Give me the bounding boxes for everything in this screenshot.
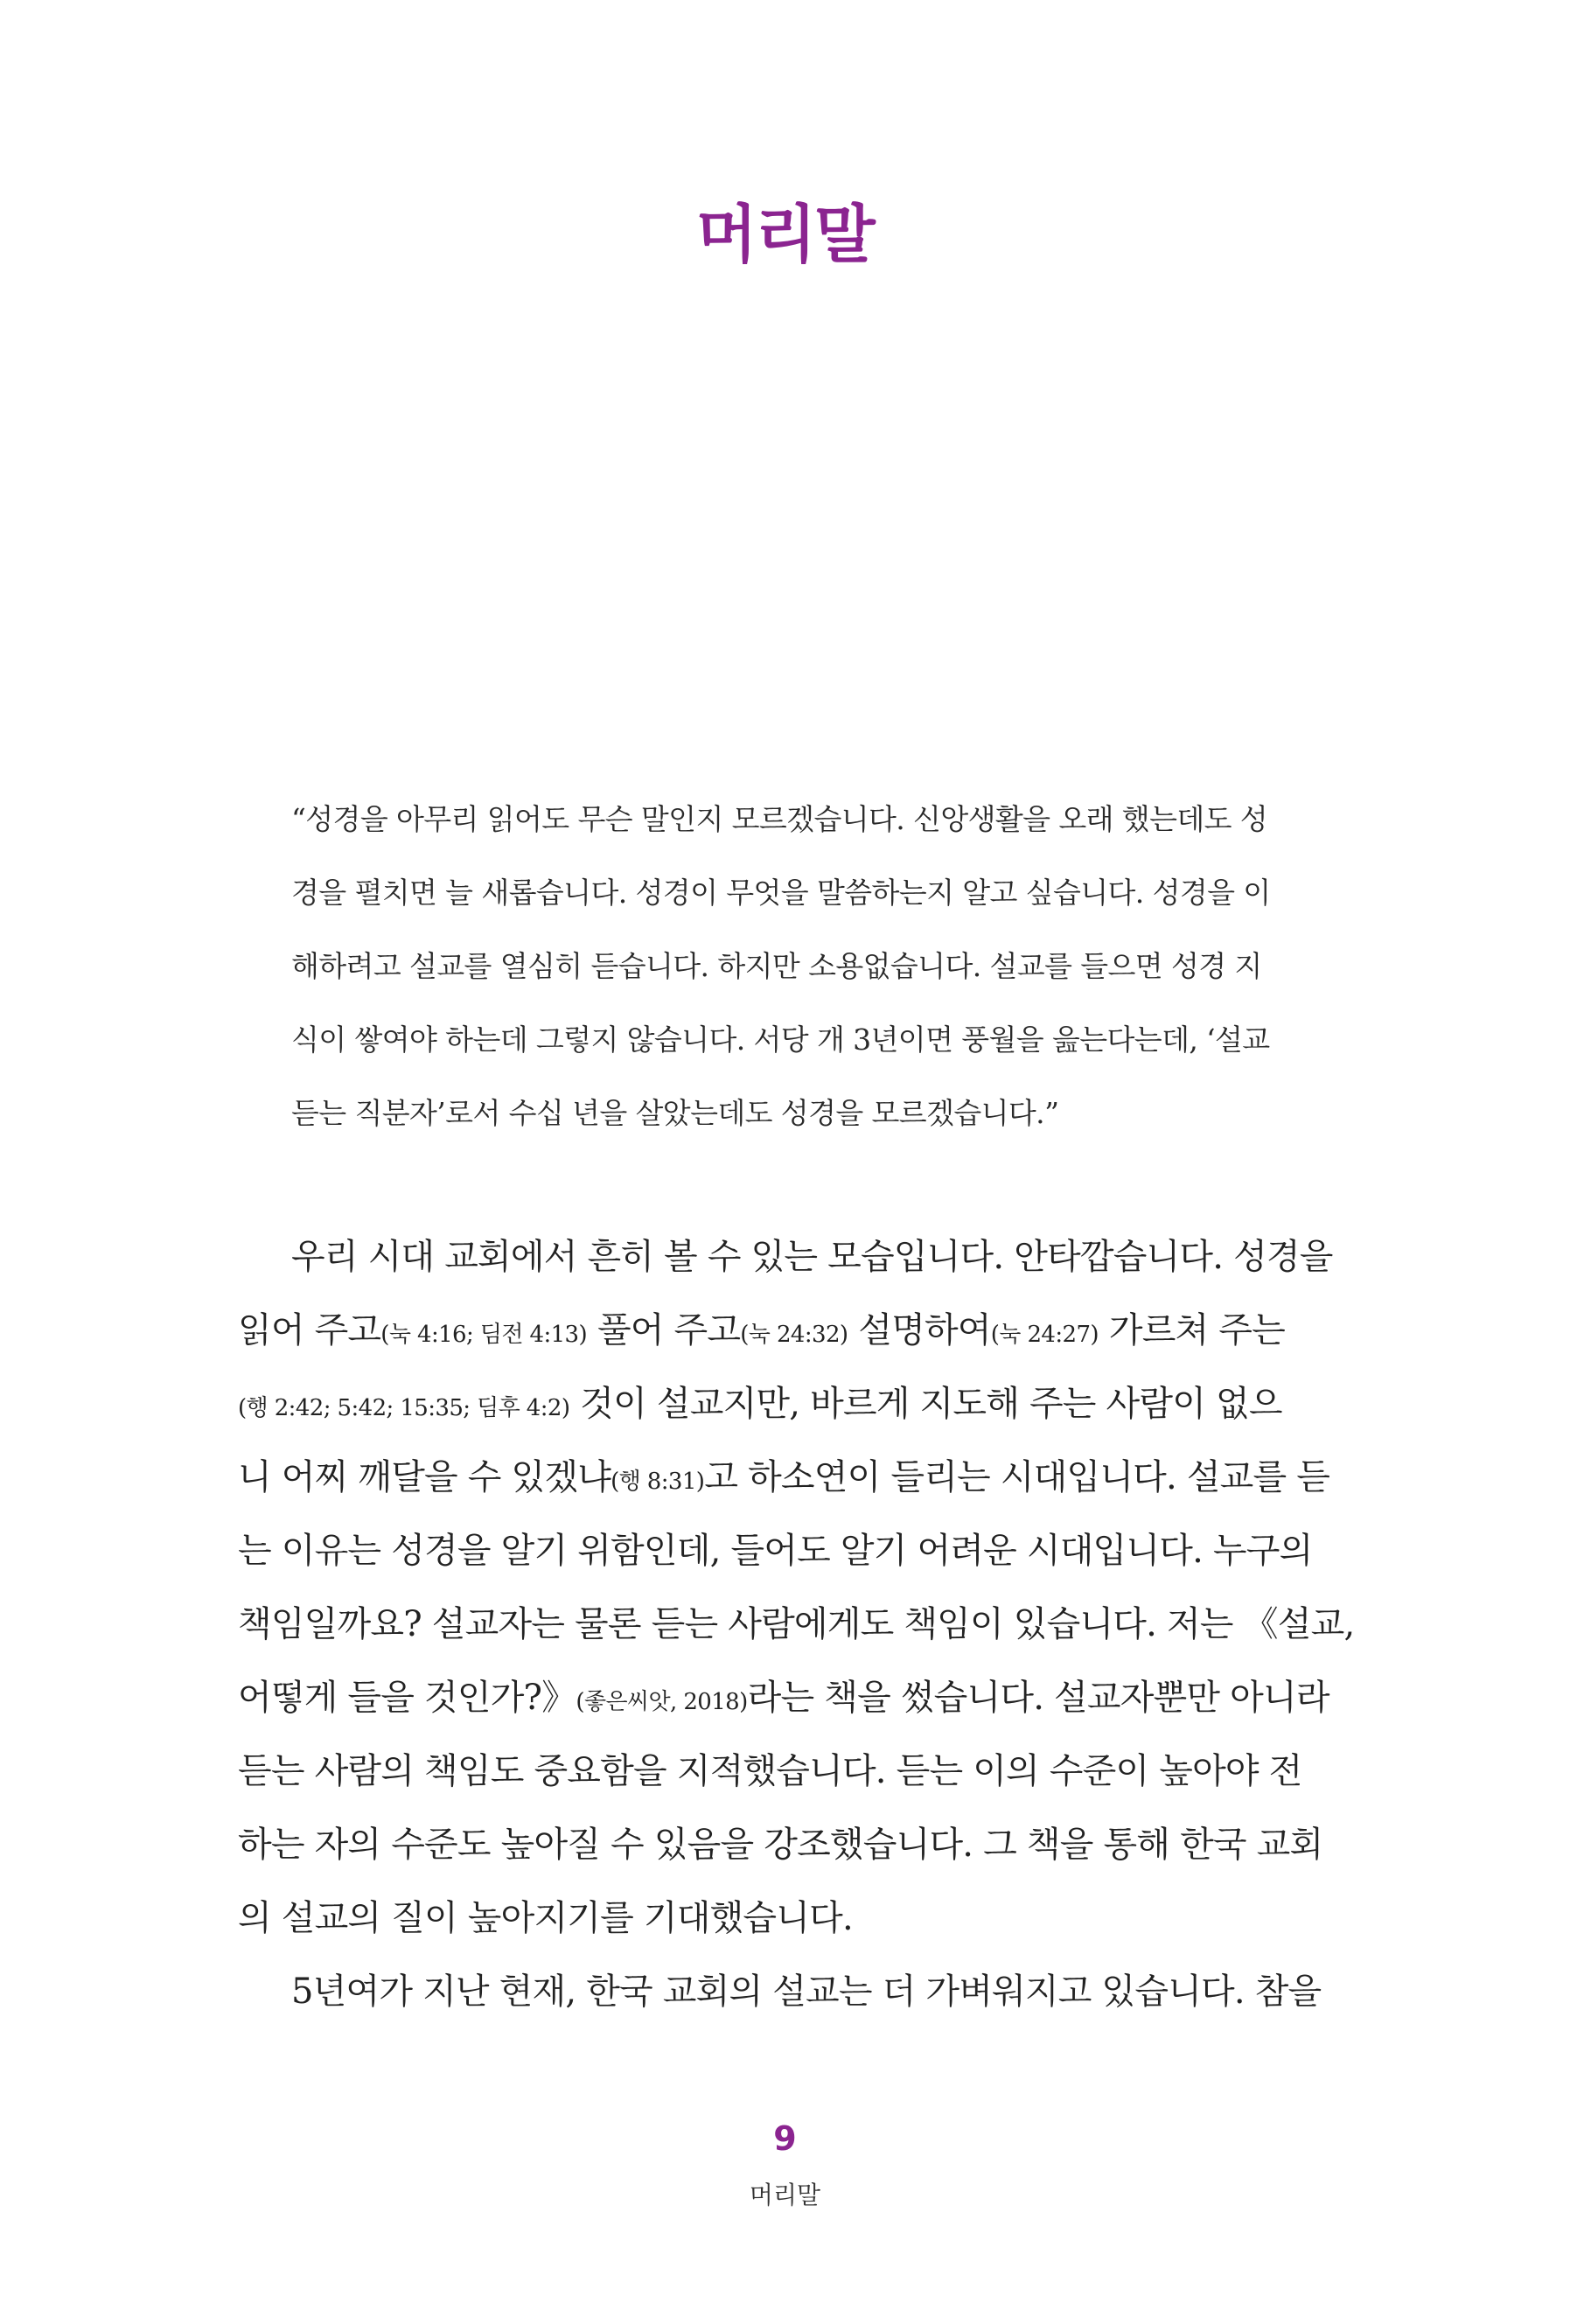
quote-line: 경을 펼치면 늘 새롭습니다. 성경이 무엇을 말씀하는지 알고 싶습니다. 성경을 이 [291,876,1271,910]
body-line [238,1661,1375,1734]
body-line: 의 설교의 질이 높아지기를 기대했습니다. [238,1898,853,1938]
body-text-span: 가르쳐 주는 [1098,1310,1285,1350]
quote-line: 해하려고 설교를 열심히 듣습니다. 하지만 소용없습니다. 설교를 들으면 성경 지 [291,949,1262,983]
scripture-reference: (행 8:31) [611,1469,705,1495]
body-text-span: 라는 책을 썼습니다. 설교자뿐만 아니라 [747,1678,1329,1718]
body-line: 5년여가 지난 현재, 한국 교회의 설교는 더 가벼워지고 있습니다. 참을 [291,1972,1322,2012]
body-text-span: 고 하소연이 들리는 시대입니다. 설교를 듣 [704,1457,1330,1497]
body-line: 듣는 사람의 책임도 중요함을 지적했습니다. 듣는 이의 수준이 높아야 전 [238,1751,1302,1791]
quote-line: 식이 쌓여야 하는데 그렇지 않습니다. 서당 개 3년이면 풍월을 읊는다는데, ‘설교 [291,1022,1270,1057]
body-line [238,1367,1375,1441]
page-number: 9 [773,2119,797,2158]
running-title: 머리말 [749,2181,821,2209]
body-line: 책임일까요? 설교자는 물론 듣는 사람에게도 책임이 있습니다. 저는 《설교, [238,1604,1355,1644]
body-text [238,1220,1375,2028]
body-text-span: 어떻게 들을 것인가?》 [238,1678,576,1718]
body-text-span: 것이 설교지만, 바르게 지도해 주는 사람이 없으 [569,1384,1282,1424]
body-line: 는 이유는 성경을 알기 위함인데, 들어도 알기 어려운 시대입니다. 누구의 [238,1531,1313,1571]
quote-line: “성경을 아무리 읽어도 무슨 말인지 모르겠습니다. 신앙생활을 오래 했는데도 성 [291,802,1268,836]
book-reference: (좋은씨앗, 2018) [576,1689,748,1715]
quote-block [291,783,1336,1150]
body-text-span: 풀어 주고 [587,1310,741,1350]
scripture-reference: (눅 24:32) [740,1322,848,1348]
quote-line: 듣는 직분자’로서 수십 년을 살았는데도 성경을 모르겠습니다.” [291,1096,1059,1130]
scripture-reference: (눅 24:27) [990,1322,1099,1348]
body-line: 하는 자의 수준도 높아질 수 있음을 강조했습니다. 그 책을 통해 한국 교회 [238,1825,1323,1865]
body-line [238,1441,1375,1514]
body-text-span: 니 어찌 깨달을 수 있겠냐 [238,1457,611,1497]
body-line: 우리 시대 교회에서 흔히 볼 수 있는 모습입니다. 안타깝습니다. 성경을 [291,1237,1333,1277]
body-text-span: 읽어 주고 [238,1310,381,1350]
scripture-reference: (행 2:42; 5:42; 15:35; 딤후 4:2) [238,1395,570,1421]
scripture-reference: (눅 4:16; 딤전 4:13) [380,1322,588,1348]
body-line [238,1294,1375,1367]
body-text-span: 설명하여 [848,1310,991,1350]
chapter-title: 머리말 [696,198,874,271]
